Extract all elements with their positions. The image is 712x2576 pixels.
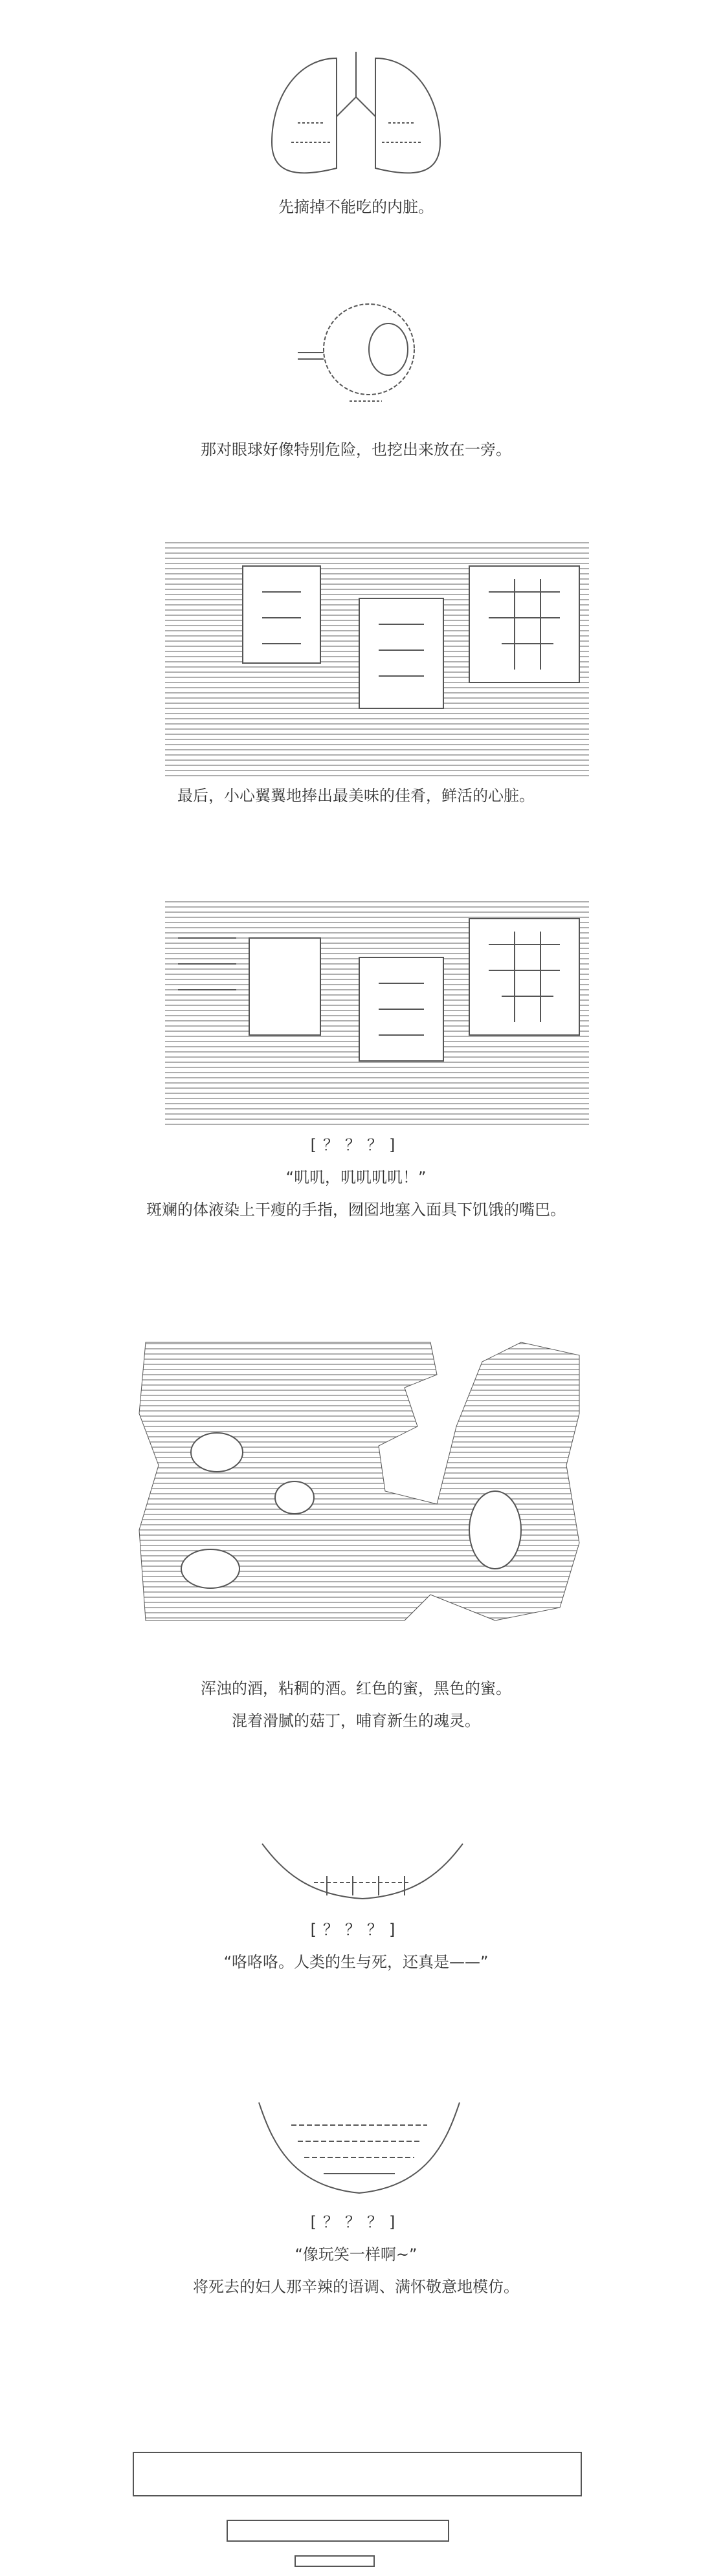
heart-scene-drawing [165, 540, 589, 780]
lungs-art [259, 45, 453, 184]
caption-eating: 斑斓的体液染上干瘦的手指，囫囵地塞入面具下饥饿的嘴巴。 [146, 1201, 566, 1219]
empty-box-large [133, 2452, 582, 2496]
eyeball-art [285, 288, 427, 411]
caption-lungs: 先摘掉不能吃的内脏。 [278, 198, 434, 216]
speaker-label-2: [？？？] [310, 1921, 402, 1939]
caption-imitation: 将死去的妇人那辛辣的语调、满怀敬意地模仿。 [193, 2278, 519, 2296]
lungs-drawing [259, 45, 453, 184]
dialogue-1: “叽叽，叽叽叽叽！” [285, 1168, 427, 1186]
caption-wine: 浑浊的酒，粘稠的酒。红色的蜜，黑色的蜜。 [201, 1679, 511, 1697]
eating-scene-art [165, 899, 589, 1129]
dialogue-2: “咯咯咯。人类的生与死，还真是——” [223, 1953, 489, 1971]
speaker-label-1: [？？？] [310, 1136, 402, 1154]
empty-box-medium [227, 2520, 449, 2542]
mess-scene-art [133, 1336, 586, 1630]
grin-art [256, 1831, 469, 1912]
empty-box-small [295, 2555, 375, 2567]
dialogue-3: “像玩笑一样啊~” [295, 2245, 417, 2264]
mouth-art [252, 2096, 466, 2209]
mouth-drawing [252, 2096, 466, 2209]
eating-scene-drawing [165, 899, 589, 1129]
caption-eyeball: 那对眼球好像特别危险，也挖出来放在一旁。 [201, 441, 511, 459]
mess-scene-drawing [133, 1336, 586, 1630]
speaker-label-3: [？？？] [310, 2213, 402, 2231]
heart-scene-art [165, 540, 589, 780]
caption-heart: 最后，小心翼翼地捧出最美味的佳肴，鲜活的心脏。 [177, 787, 535, 805]
caption-mushroom: 混着滑腻的菇丁，哺育新生的魂灵。 [232, 1712, 480, 1730]
eyeball-drawing [285, 288, 427, 411]
grin-drawing [256, 1831, 469, 1912]
